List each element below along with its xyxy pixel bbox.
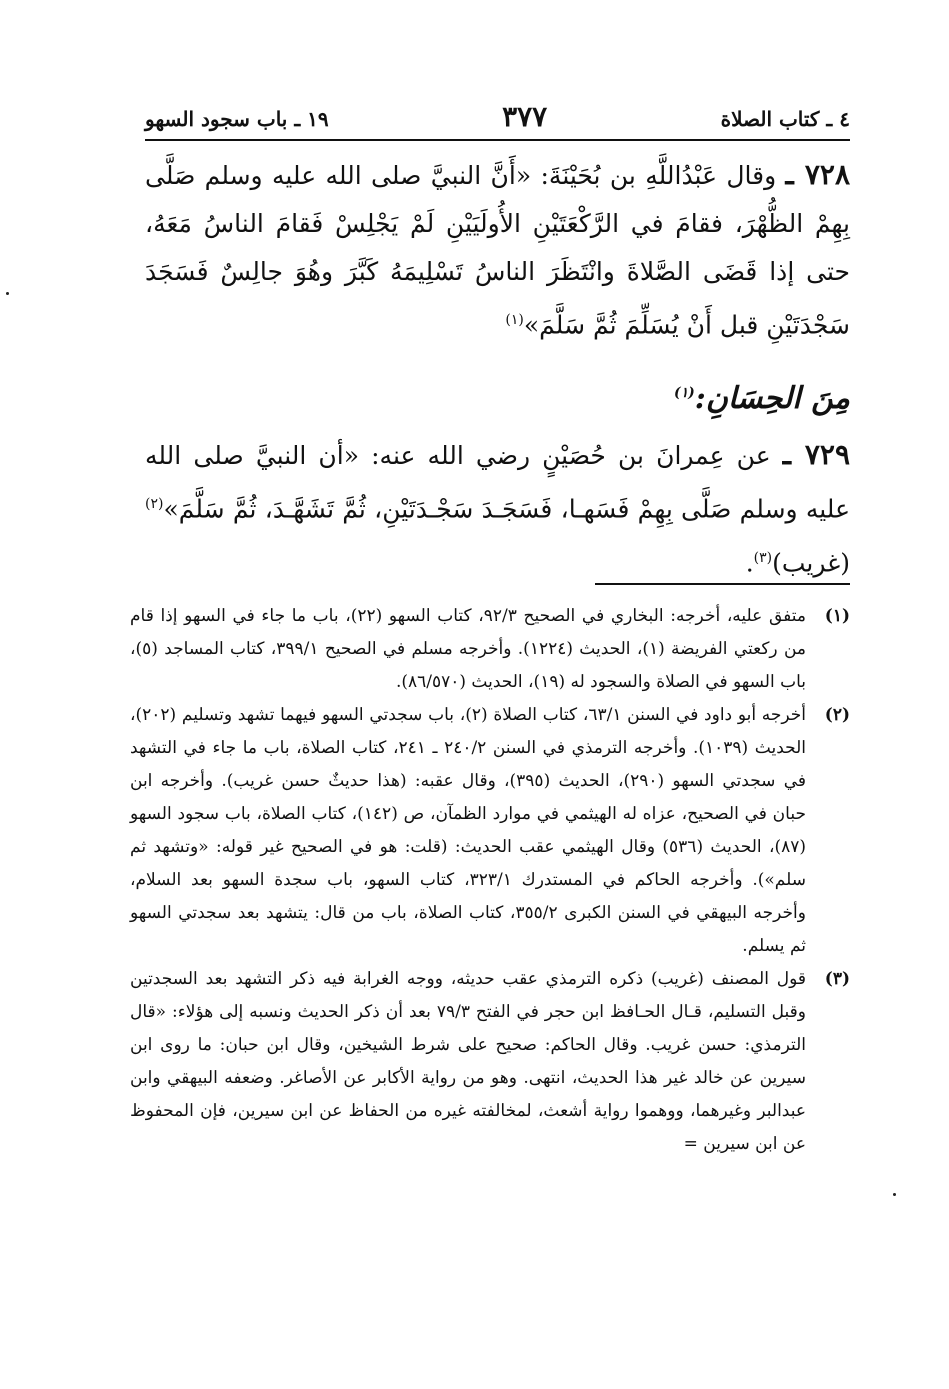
footnote-3 bbox=[130, 963, 850, 1161]
footnote-ref: (٢) bbox=[145, 496, 164, 513]
hadith-728 bbox=[145, 151, 850, 349]
footnote-text: متفق عليه، أخرجه: البخاري في الصحيح ٩٢/٣، كتاب السهو (٢٢)، باب ما جاء في السهو إذا قام من ركعتي الفريضة (١)، الحديث (١٢٢٤). وأخرجه مسلم في الصحيح ٣٩٩/١، كتاب المساجد (٥)، باب السهو في الصلاة والسجود له (١٩)، الحديث (٨٦/٥٧٠). bbox=[130, 606, 806, 692]
footnote-text: أخرجه أبو داود في السنن ٦٣/١، كتاب الصلاة (٢)، باب سجدتي السهو فيهما تشهد وتسليم (٢٠٢)، الحديث (١٠٣٩). وأخرجه الترمذي في السنن ٢٤٠/٢ ـ ٢٤١، كتاب الصلاة، باب ما جاء في التشهد في سجدتي السهو (٢٩٠)، الحديث (٣٩٥)، وقال عقبه: (هذا حديثٌ حسن غريب). وأخرجه ابن حبان في الصحيح، عزاه له الهيثمي في موارد الظمآن، ص (١٤٢)، كتاب الصلاة، باب سجود السهو (٨٧)، الحديث (٥٣٦) وقال الهيثمي عقب الحديث: (قلت: هو في الصحيح غير قوله: «وتشهد ثم سلم»). وأخرجه الحاكم في المستدرك ٣٢٣/١، كتاب السهو، باب سجدة السهو بعد السلام، وأخرجه البيهقي في السنن الكبرى ٣٥٥/٢، كتاب الصلاة، باب من قال: يتشهد بعد سجدتي السهو ثم يسلم. bbox=[130, 705, 807, 956]
footnote-number: (٣) bbox=[824, 969, 850, 989]
footnotes bbox=[130, 600, 850, 1161]
hadith-729 bbox=[145, 431, 850, 587]
section-heading bbox=[145, 371, 850, 421]
footnote-number: (١) bbox=[824, 606, 850, 626]
footnote-text: قول المصنف (غريب) ذكره الترمذي عقب حديثه، ووجه الغرابة فيه ذكر التشهد بعد السجدتين وقبل التسليم، قـال الحـافظ ابن حجر في الفتح ٧٩/٣ بعد أن ذكر الحديث ونسبه إلى هؤلاء: «قال الترمذي: حسن غريب. وقال الحاكم: صحيح على شرط الشيخين، وقال ابن حبان: ما روى ابن سيرين عن خالد غير هذا الحديث، انتهى. وهو من رواية الأكابر عن الأصاغر. وضعفه البيهقي وابن عبدالبر وغيرهما، ووهموا رواية أشعث، لمخالفته غيره من الحفاظ عن ابن سيرين، فإن المحفوظ عن ابن سيرين = bbox=[130, 969, 806, 1154]
footnote-2 bbox=[130, 699, 850, 963]
scan-speck bbox=[6, 292, 9, 295]
page-body bbox=[145, 100, 850, 587]
hadith-number: ٧٢٩ ـ bbox=[782, 438, 850, 472]
scan-speck bbox=[893, 1193, 896, 1196]
page-number: ٣٧٧ bbox=[502, 100, 548, 133]
running-header bbox=[145, 100, 850, 141]
hadith-number: ٧٢٨ ـ bbox=[785, 158, 851, 191]
footnote-ref: (١) bbox=[505, 312, 524, 328]
footnote-number: (٢) bbox=[824, 705, 850, 725]
footnote-separator bbox=[595, 583, 850, 585]
header-book-title: ٤ ـ كتاب الصلاة bbox=[720, 107, 850, 131]
footnote-ref: (١) bbox=[674, 385, 695, 402]
grading-label: (غريب) bbox=[772, 547, 850, 577]
footnote-ref: (٣) bbox=[753, 549, 773, 566]
hadith-text: عن عِمرانَ بن حُصَيْنٍ رضي الله عنه: «أن النبيَّ صلى الله عليه وسلم صَلَّى بِهِمْ فَسَهـا، فَسَجَـدَ سَجْـدَتَيْنِ، ثُمَّ تَشَهَّـدَ، ثُمَّ سَلَّمَ» bbox=[145, 441, 850, 524]
footnote-1 bbox=[130, 600, 850, 699]
header-chapter-title: ١٩ ـ باب سجود السهو bbox=[145, 107, 329, 131]
hadith-text: وقال عَبْدُاللَّهِ بن بُحَيْنَةَ: «أَنَّ النبيَّ صلى الله عليه وسلم صَلَّى بِهِمْ الظُّهْرَ، فقامَ في الرَّكْعَتَيْنِ الأُولَيَيْنِ لَمْ يَجْلِسْ فَقامَ الناسُ مَعَهُ، حتى إذا قَضَى الصَّلاةَ وانْتَظَرَ الناسُ تَسْلِيمَهُ كَبَّرَ وهُوَ جالِسٌ فَسَجَدَ سَجْدَتَيْنِ قبل أَنْ يُسَلِّمَ ثُمَّ سَلَّمَ» bbox=[145, 161, 850, 340]
end-mark: . bbox=[745, 547, 754, 577]
section-heading-text: مِنَ الحِسَانِ: bbox=[694, 381, 850, 417]
